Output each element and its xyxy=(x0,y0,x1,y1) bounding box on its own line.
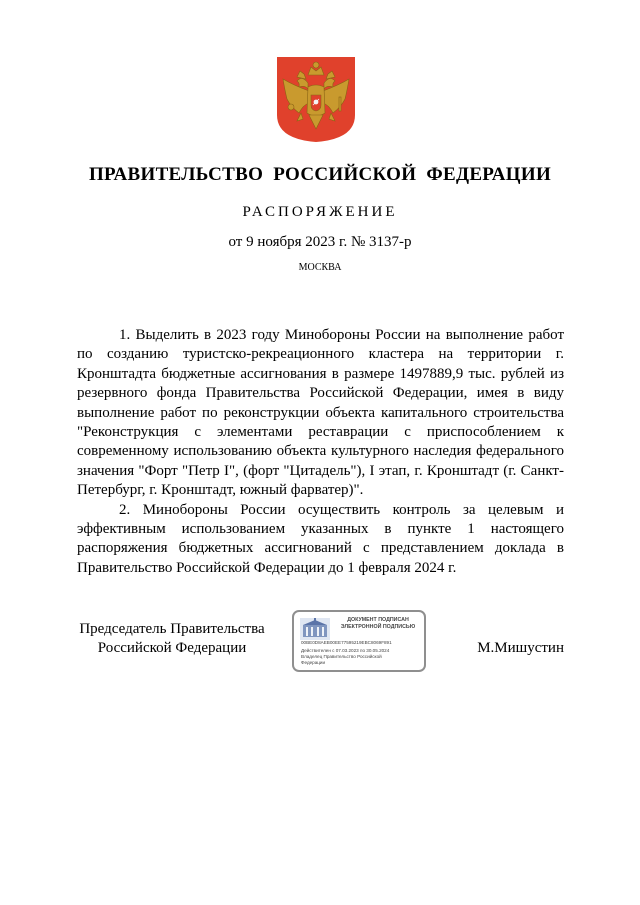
government-building-icon xyxy=(300,618,330,640)
stamp-title-line-1: ДОКУМЕНТ ПОДПИСАН xyxy=(347,617,409,623)
organization-title: ПРАВИТЕЛЬСТВО РОССИЙСКОЙ ФЕДЕРАЦИИ xyxy=(88,164,552,185)
paragraph-2: 2. Минобороны России осуществить контроль за целевым и эффективным использованием указанных в пункте 1 настоящего распоряжения бюджетных ассигнований с представлением доклада в Правительство Российской Федерации до 1 февраля 2024 г. xyxy=(77,501,564,576)
stamp-owner-line-1: Владелец Правительство Российской xyxy=(301,654,382,659)
document-date-number: от 9 ноября 2023 г. № 3137-р xyxy=(228,234,412,250)
stamp-certificate: 00BE0D8AEB00EE77595219EBC8069F891 xyxy=(301,640,392,645)
signer-position-line-2: Российской Федерации xyxy=(97,640,247,656)
document-body xyxy=(77,326,564,578)
signer-name: М.Мишустин xyxy=(477,640,564,656)
russian-coat-of-arms-icon xyxy=(275,55,357,143)
stamp-title xyxy=(332,617,424,631)
stamp-validity: Действителен с 07.03.2023 по 30.05.2024 xyxy=(301,648,390,653)
coat-of-arms-emblem xyxy=(275,55,357,143)
stamp-owner-line-2: Федерации xyxy=(301,660,326,665)
document-place: МОСКВА xyxy=(298,262,342,273)
paragraph-1: 1. Выделить в 2023 году Минобороны России на выполнение работ по созданию туристско-рекреационного кластера на территории г. Кронштадта бюджетные ассигнования в размере 1497889,9 тыс. рублей из резервного фонда Правительства Российской Федерации, имея в виду выполнение работ по реконструкции объекта капитального строительства "Реконструкция с элементами реставрации с приспособлением к современному использованию объекта культурного наследия федерального значения "Форт "Петр I", (форт "Цитадель"), I этап, г. Кронштадт (г. Санкт-Петербург, г. Кронштадт, южный фарватер)". xyxy=(77,327,564,499)
document-type: РАСПОРЯЖЕНИЕ xyxy=(242,204,398,220)
electronic-signature-stamp xyxy=(292,610,426,672)
signer-position-line-1: Председатель Правительства xyxy=(79,621,265,637)
stamp-title-line-2: ЭЛЕКТРОННОЙ ПОДПИСЬЮ xyxy=(340,624,416,630)
signer-position xyxy=(77,620,267,658)
